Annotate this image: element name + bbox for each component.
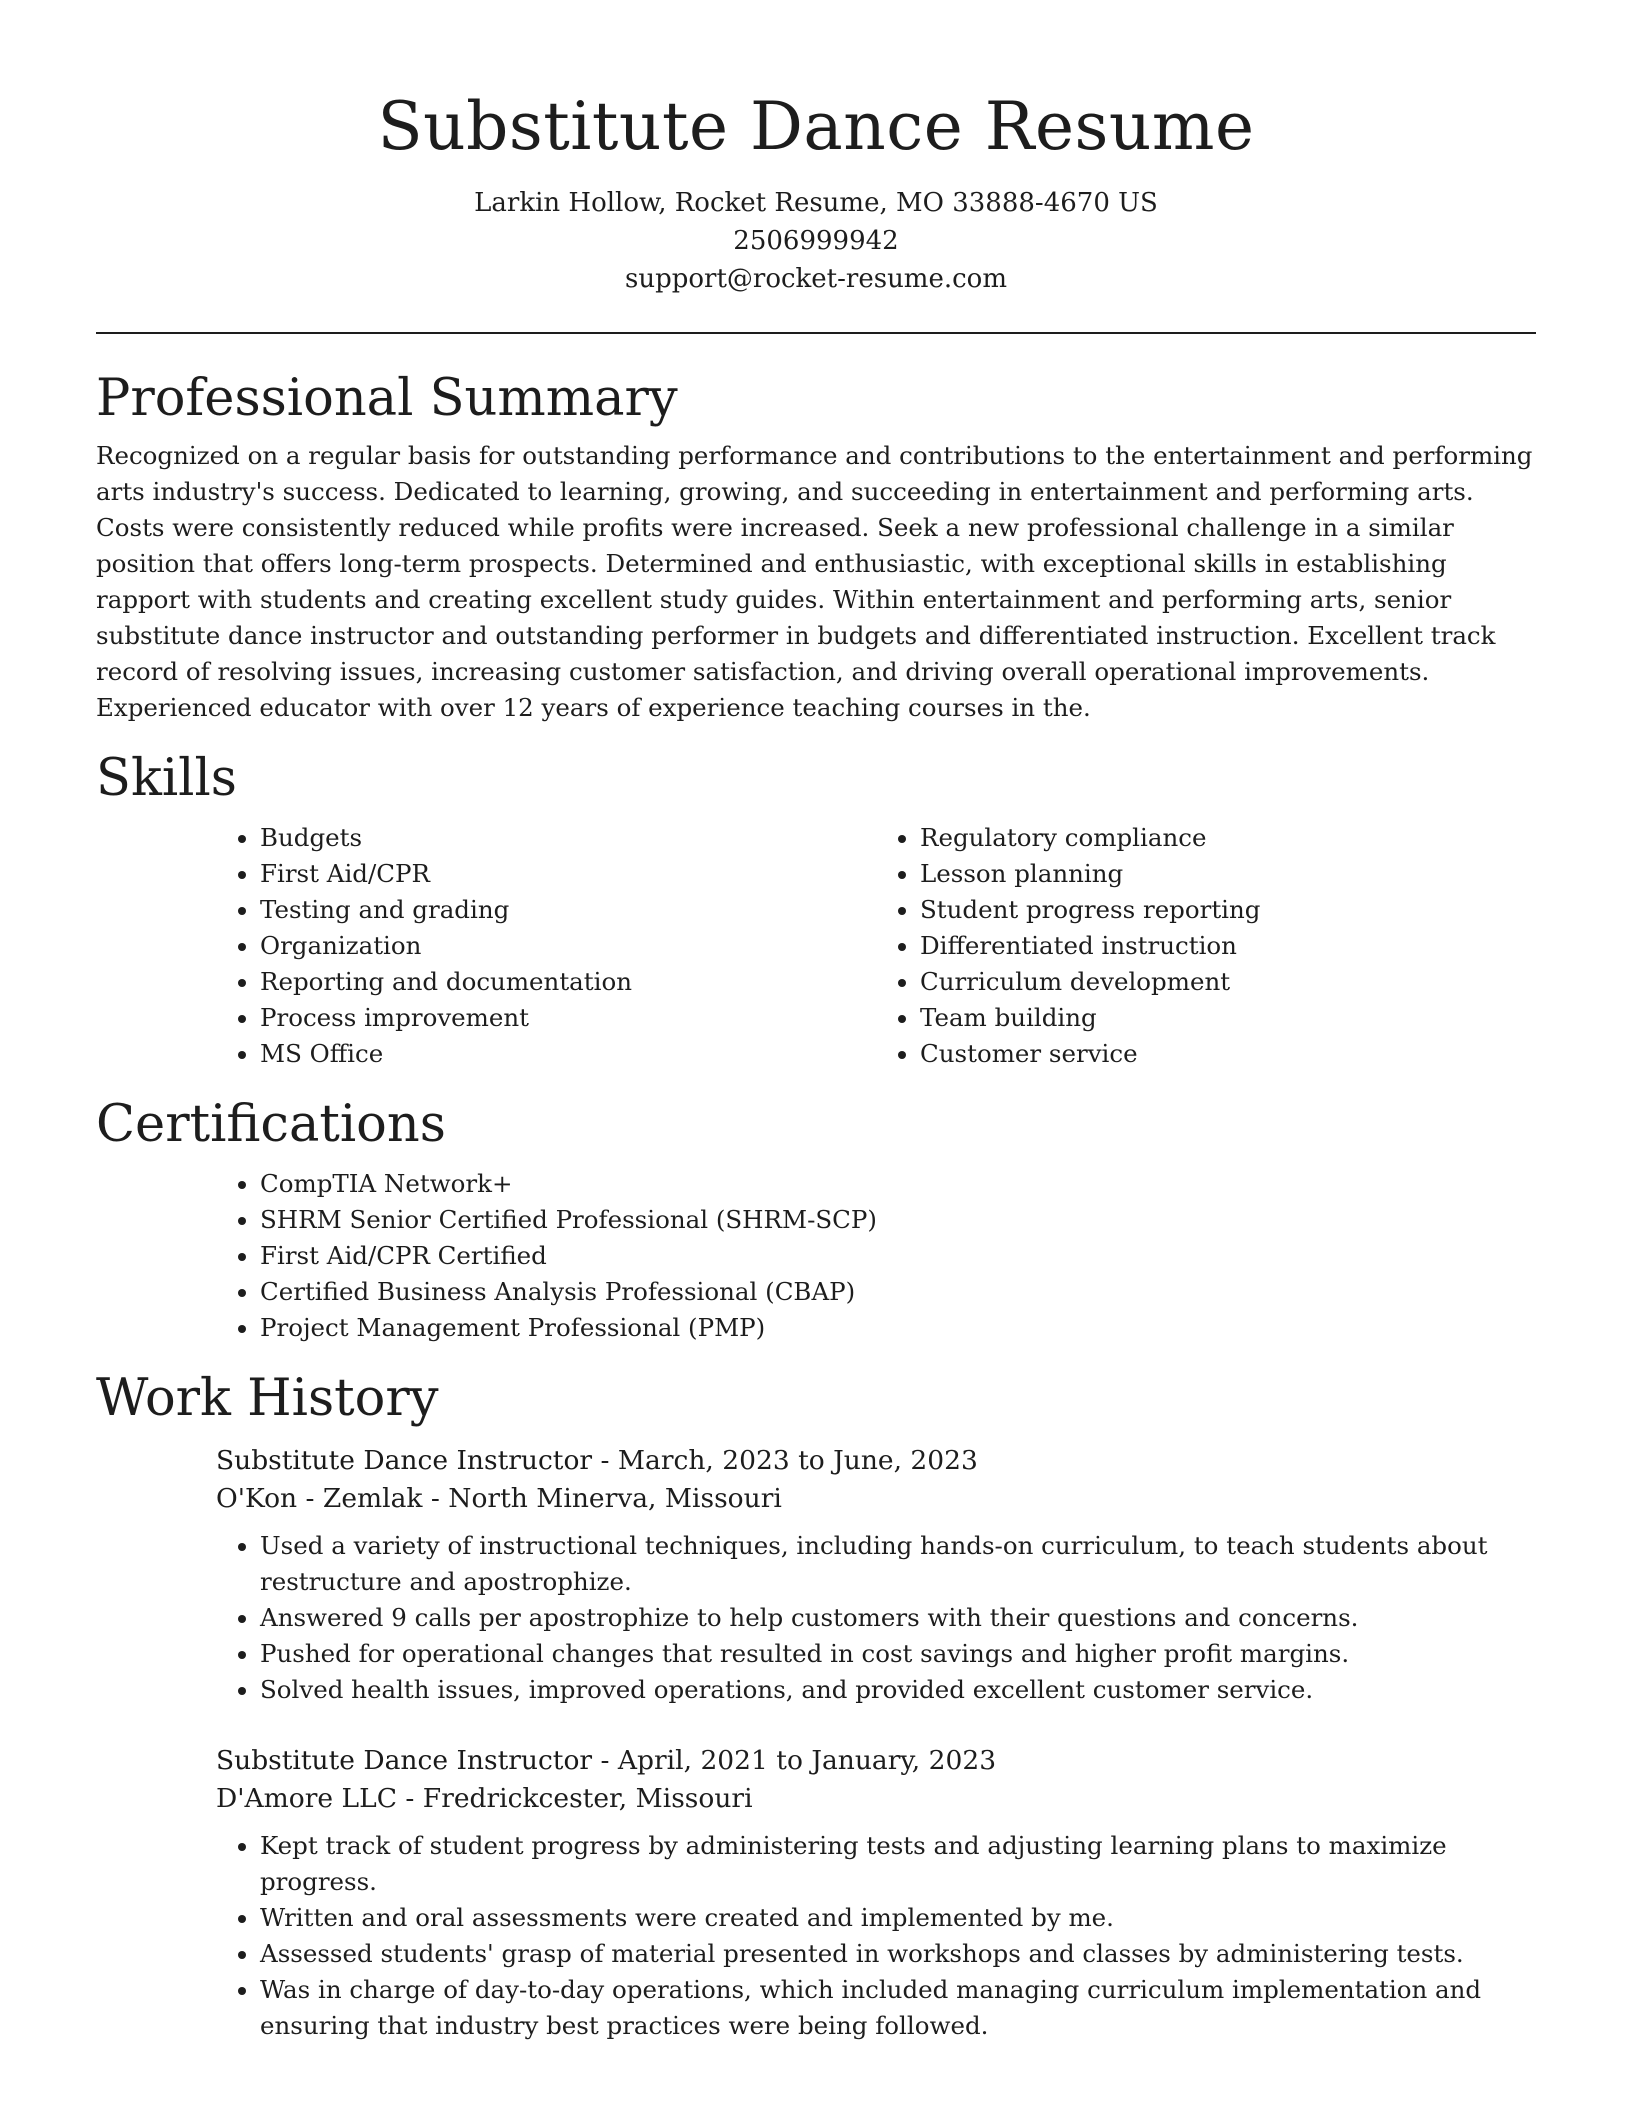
job-company-line [216,1480,1536,1518]
job-bullet: • Solved health issues, improved operations, and provided excellent customer service. [260,1672,1536,1708]
certifications-section [96,1094,1536,1346]
contact-info [96,184,1536,298]
skills-list-right [876,820,1536,1072]
skill-item: • Customer service [920,1036,1536,1072]
job-company: D'Amore LLC [216,1783,397,1814]
job-bullet: • Written and oral assessments were created and implemented by me. [260,1900,1536,1936]
contact-email: support@rocket-resume.com [624,264,1007,294]
resume-header [96,0,1536,298]
contact-phone: 2506999942 [733,226,899,256]
resume-title: Substitute Dance Resume [377,88,1255,165]
skills-list-left [216,820,876,1072]
job-bullets [216,1828,1536,2044]
skill-item: • Testing and grading [260,892,876,928]
job-bullet: • Was in charge of day-to-day operations, which included managing curriculum implementation and ensuring that industry best practices were being followed. [260,1972,1536,2044]
job-bullet: • Kept track of student progress by administering tests and adjusting learning plans to maximize progress. [260,1828,1536,1900]
job-entry [216,1742,1536,2044]
certifications-list [216,1166,1536,1346]
certification-item: • Certified Business Analysis Professional (CBAP) [260,1274,1536,1310]
certification-item: • CompTIA Network+ [260,1166,1536,1202]
professional-summary-section [96,368,1536,726]
skills-columns [216,820,1536,1072]
certification-item: • Project Management Professional (PMP) [260,1310,1536,1346]
skill-item: • Reporting and documentation [260,964,876,1000]
contact-address: Larkin Hollow, Rocket Resume, MO 33888-4670 US [474,188,1158,218]
section-title-summary: Professional Summary [96,369,678,428]
section-title-work-history: Work History [96,1369,439,1428]
skills-section [96,748,1536,1072]
skill-item: • Team building [920,1000,1536,1036]
job-title: Substitute Dance Instructor [216,1445,593,1476]
job-bullet: • Pushed for operational changes that resulted in cost savings and higher profit margins. [260,1636,1536,1672]
certification-item: • First Aid/CPR Certified [260,1238,1536,1274]
job-bullet: • Used a variety of instructional techniques, including hands-on curriculum, to teach students about restructure and apostrophize. [260,1528,1536,1600]
job-title-line [216,1442,1536,1480]
section-title-skills: Skills [96,749,237,808]
job-company: O'Kon - Zemlak [216,1483,423,1514]
job-location: - Fredrickcester, Missouri [397,1783,753,1814]
skill-item: • Regulatory compliance [920,820,1536,856]
job-bullet: • Assessed students' grasp of material presented in workshops and classes by administering tests. [260,1936,1536,1972]
skill-item: • Student progress reporting [920,892,1536,928]
job-title-line [216,1742,1536,1780]
skill-item: • MS Office [260,1036,876,1072]
job-bullet: • Answered 9 calls per apostrophize to help customers with their questions and concerns. [260,1600,1536,1636]
job-location: - North Minerva, Missouri [422,1483,782,1514]
job-entry [216,1442,1536,1708]
job-company-line [216,1780,1536,1818]
skill-item: • Lesson planning [920,856,1536,892]
skill-item: • First Aid/CPR [260,856,876,892]
section-title-certifications: Certifications [96,1095,446,1154]
header-divider [96,332,1536,334]
job-dates: - April, 2021 to January, 2023 [592,1745,997,1776]
job-dates: - March, 2023 to June, 2023 [592,1445,978,1476]
skill-item: • Differentiated instruction [920,928,1536,964]
certification-item: • SHRM Senior Certified Professional (SHRM-SCP) [260,1202,1536,1238]
skill-item: • Budgets [260,820,876,856]
job-bullets [216,1528,1536,1708]
summary-text: Recognized on a regular basis for outstanding performance and contributions to the entertainment and performing arts industry's success. Dedicated to learning, growing, and succeeding in entertainment and performing arts. Costs were consistently reduced while profits were increased. Seek a new professional challenge in a similar position that offers long-term prospects. Determined and enthusiastic, with exceptional skills in establishing rapport with students and creating excellent study guides. Within entertainment and performing arts, senior substitute dance instructor and outstanding performer in budgets and differentiated instruction. Excellent track record of resolving issues, increasing customer satisfaction, and driving overall operational improvements. Experienced educator with over 12 years of experience teaching courses in the. [96,441,1533,722]
work-history-section [96,1368,1536,2044]
skill-item: • Curriculum development [920,964,1536,1000]
skill-item: • Process improvement [260,1000,876,1036]
skill-item: • Organization [260,928,876,964]
job-title: Substitute Dance Instructor [216,1745,593,1776]
